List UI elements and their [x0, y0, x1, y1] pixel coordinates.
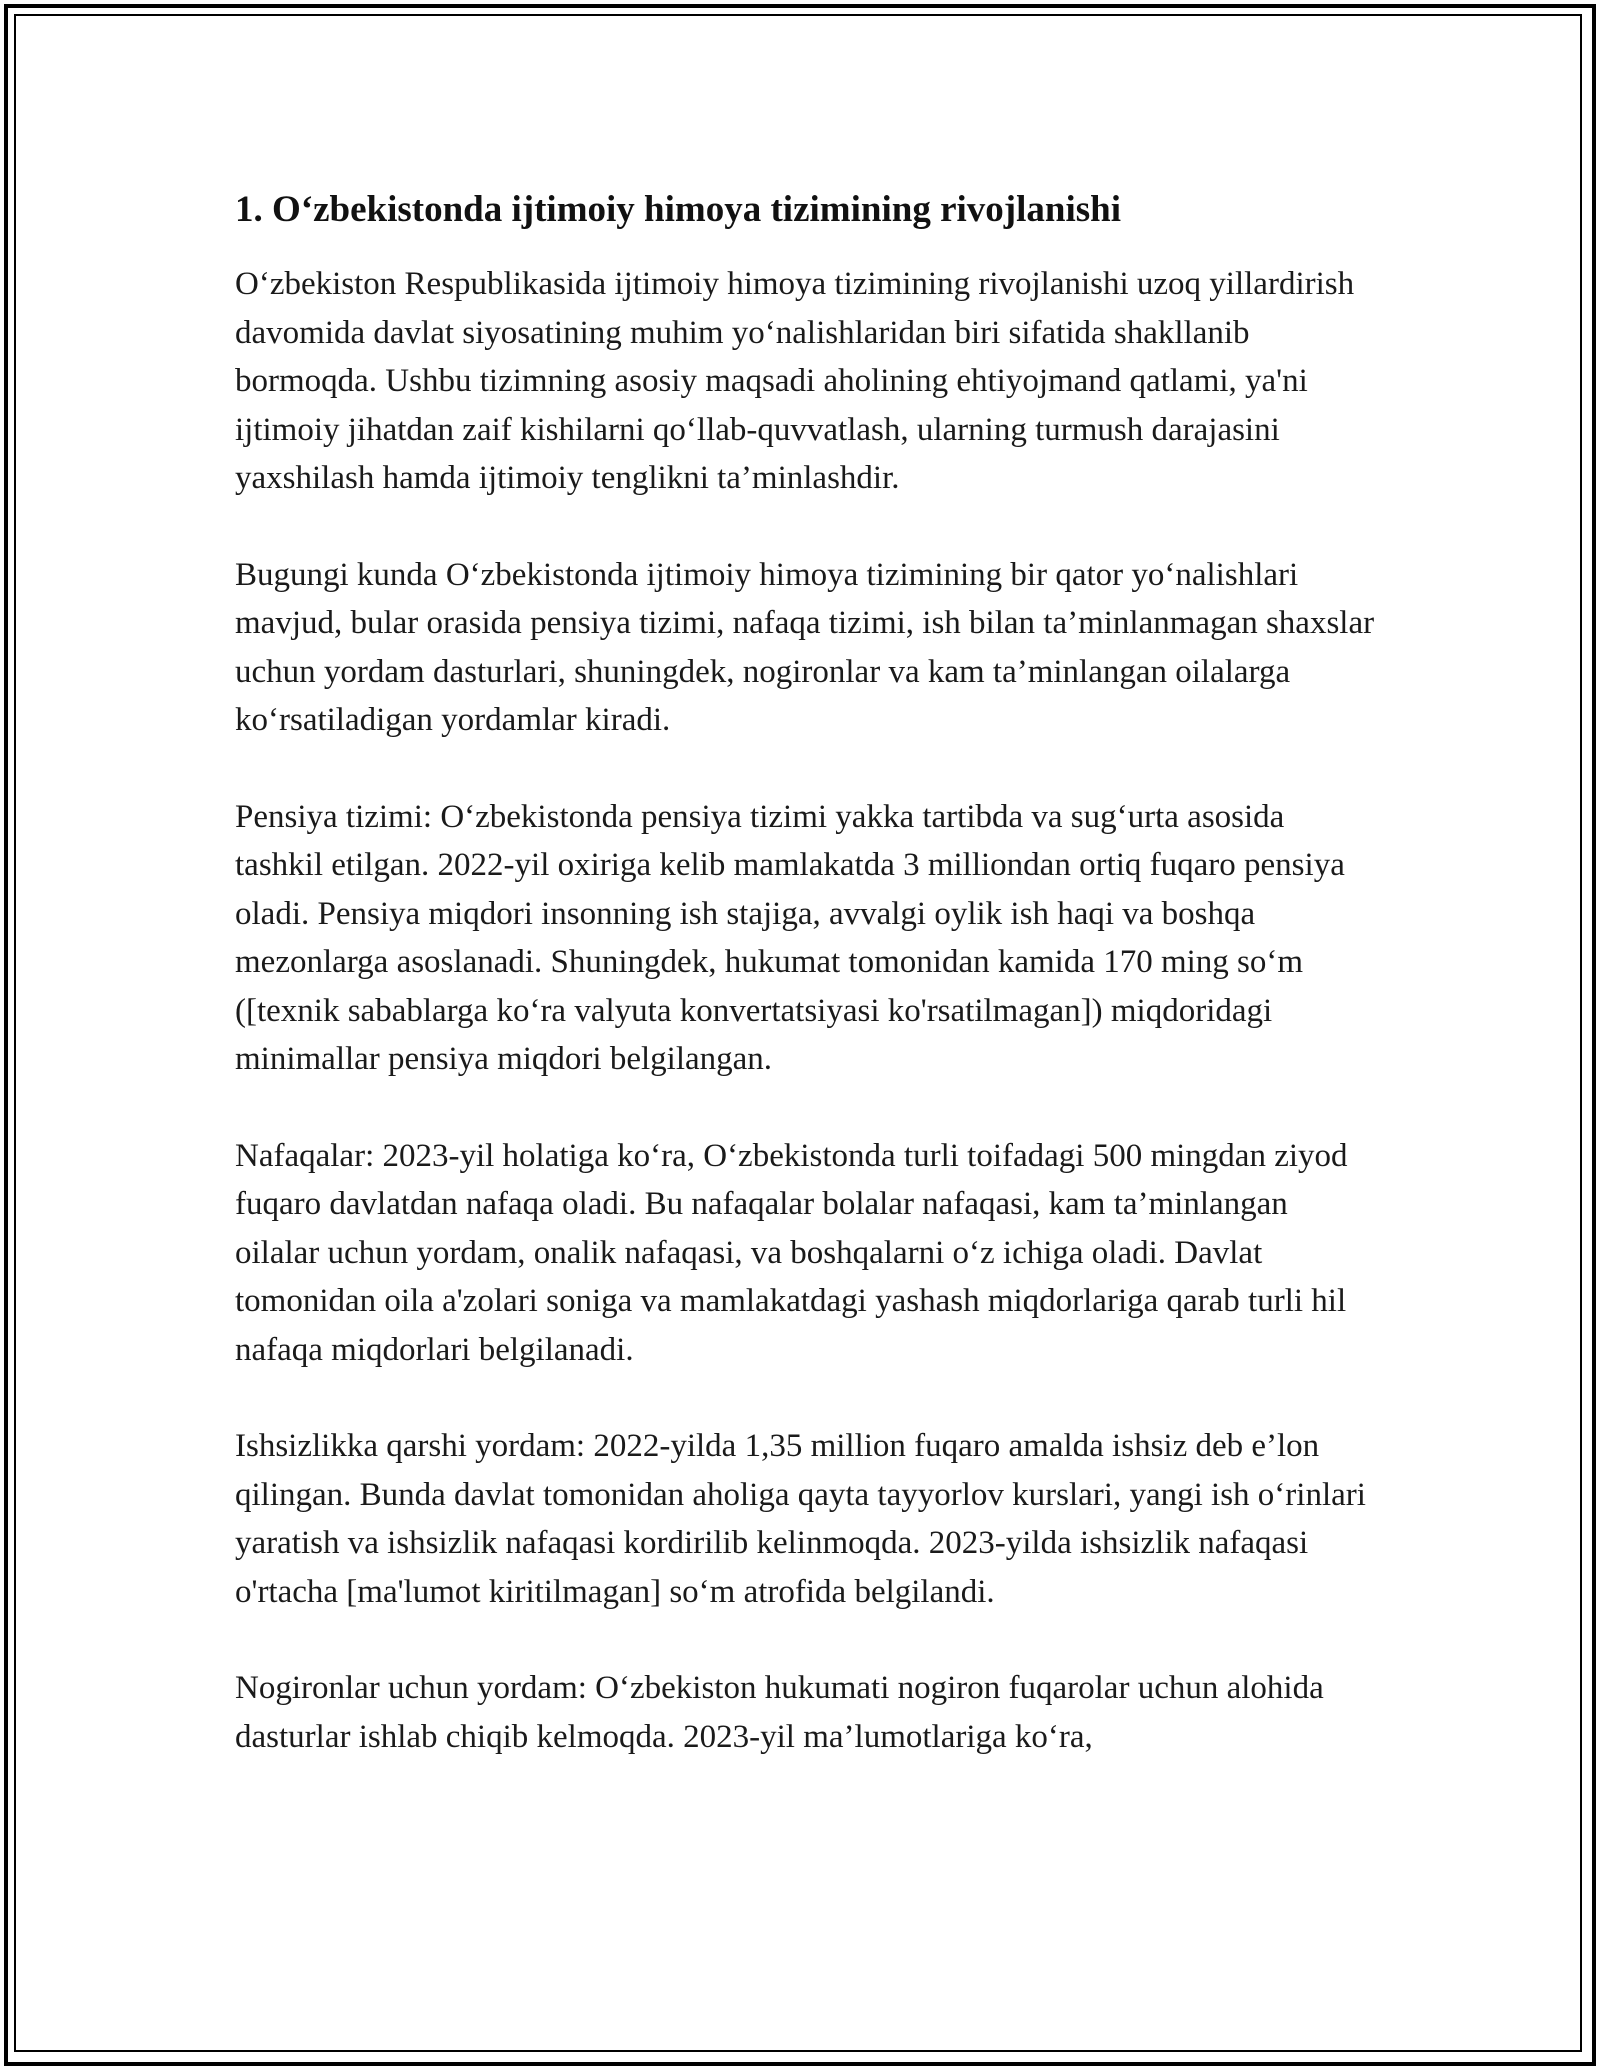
document-body	[235, 186, 1375, 1809]
paragraph-unemployment: Ishsizlikka qarshi yordam: 2022-yilda 1,35 million fuqaro amalda ishsiz deb e’lon qilingan. Bunda davlat tomonidan aholiga qayta tayyorlov kurslari, yangi ish o‘rinlari yaratish va ishsizlik nafaqasi kordirilib kelinmoqda. 2023-yilda ishsizlik nafaqasi o'rtacha [ma'lumot kiritilmagan] so‘m atrofida belgilandi.	[235, 1428, 1366, 1610]
paragraph-intro: O‘zbekiston Respublikasida ijtimoiy himoya tizimining rivojlanishi uzoq yillardirish davomida davlat siyosatining muhim yo‘nalishlaridan biri sifatida shakllanib bormoqda. Ushbu tizimning asosiy maqsadi aholining ehtiyojmand qatlami, ya'ni ijtimoiy jihatdan zaif kishilarni qo‘llab-quvvatlash, ularning turmush darajasini yaxshilash hamda ijtimoiy tenglikni ta’minlashdir.	[235, 266, 1355, 496]
paragraph-pension: Pensiya tizimi: O‘zbekistonda pensiya tizimi yakka tartibda va sug‘urta asosida tashkil etilgan. 2022-yil oxiriga kelib mamlakatda 3 milliondan ortiq fuqaro pensiya oladi. Pensiya miqdori insonning ish stajiga, avvalgi oylik ish haqi va boshqa mezonlarga asoslanadi. Shuningdek, hukumat tomonidan kamida 170 ming so‘m ([texnik sabablarga ko‘ra valyuta konvertatsiyasi ko'rsatilmagan]) miqdoridagi minimallar pensiya miqdori belgilangan.	[235, 798, 1345, 1077]
paragraph-disability: Nogironlar uchun yordam: O‘zbekiston hukumati nogiron fuqarolar uchun alohida dasturlar ishlab chiqib kelmoqda. 2023-yil ma’lumotlariga ko‘ra,	[235, 1670, 1324, 1755]
paragraph-directions: Bugungi kunda O‘zbekistonda ijtimoiy himoya tizimining bir qator yo‘nalishlari mavjud, bular orasida pensiya tizimi, nafaqa tizimi, ish bilan ta’minlanmagan shaxslar uchun yordam dasturlari, shuningdek, nogironlar va kam ta’minlangan oilalarga ko‘rsatiladigan yordamlar kiradi.	[235, 556, 1375, 738]
paragraph-benefits: Nafaqalar: 2023-yil holatiga ko‘ra, O‘zbekistonda turli toifadagi 500 mingdan ziyod fuqaro davlatdan nafaqa oladi. Bu nafaqalar bolalar nafaqasi, kam ta’minlangan oilalar uchun yordam, onalik nafaqasi, va boshqalarni o‘z ichiga oladi. Davlat tomonidan oila a'zolari soniga va mamlakatdagi yashash miqdorlariga qarab turli hil nafaqa miqdorlari belgilanadi.	[235, 1137, 1348, 1368]
section-heading: 1. O‘zbekistonda ijtimoiy himoya tizimining rivojlanishi	[235, 189, 1121, 230]
